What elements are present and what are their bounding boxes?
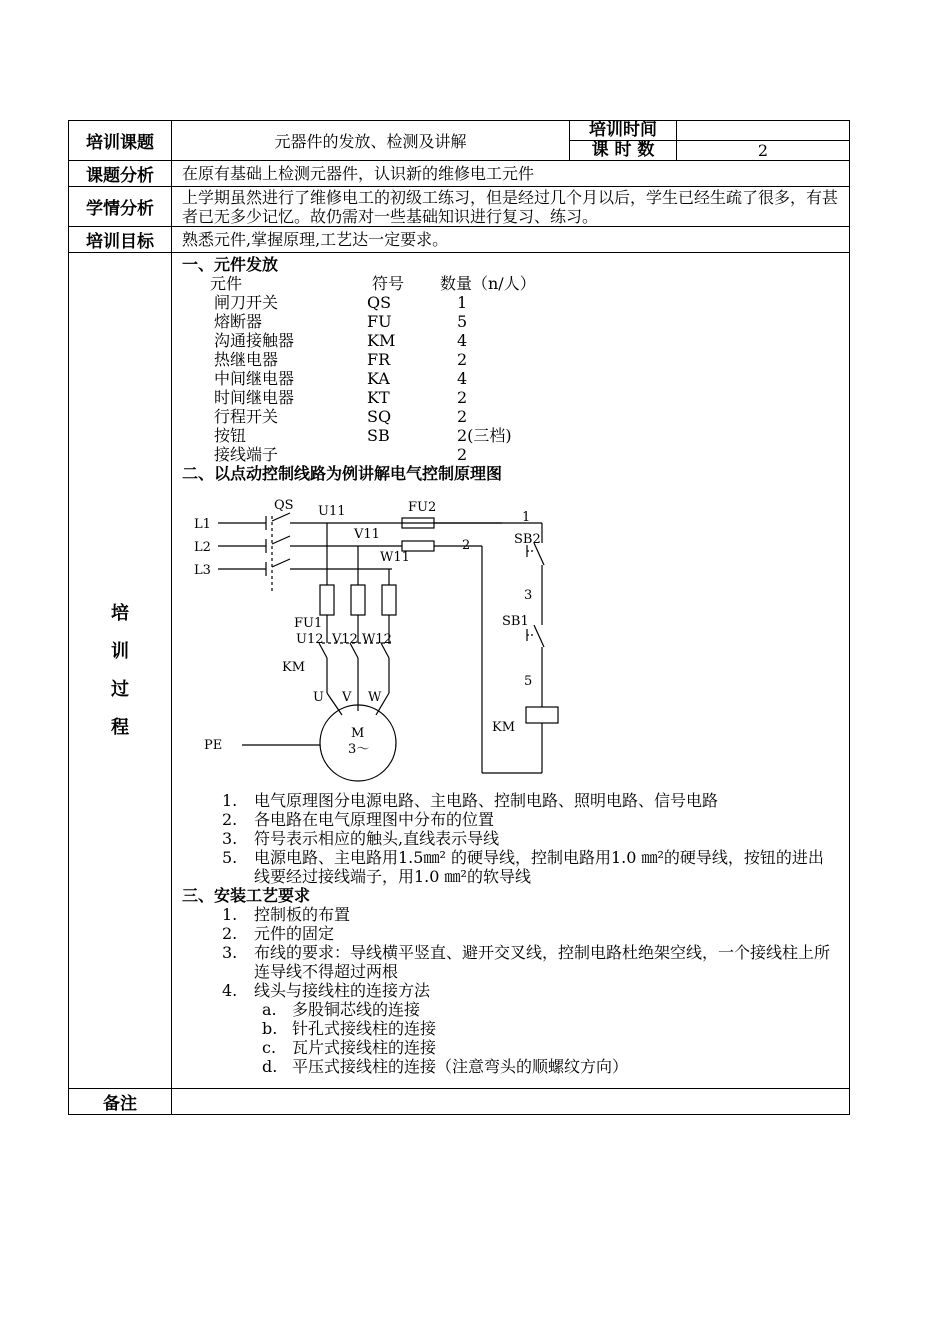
- process-label-char: 训: [111, 640, 129, 662]
- label-node-5: 5: [524, 674, 533, 689]
- section2-title: 二、以点动控制线路为例讲解电气控制原理图: [182, 464, 503, 483]
- label-sb2: SB2: [514, 532, 541, 547]
- list-item: [182, 1000, 849, 1019]
- process-row: [69, 253, 850, 1089]
- component-name: 中间继电器: [214, 369, 295, 388]
- component-symbol: QS: [367, 293, 392, 312]
- list-item-text: 多股铜芯线的连接: [292, 1000, 421, 1019]
- component-name: 闸刀开关: [214, 293, 279, 312]
- process-label-char: 培: [111, 602, 129, 624]
- list-item-number: 2.: [222, 924, 238, 943]
- component-name: 热继电器: [214, 350, 279, 369]
- component-name: 时间继电器: [214, 388, 295, 407]
- component-symbol: SQ: [367, 407, 392, 426]
- label-v: V: [342, 690, 352, 705]
- component-symbol: KA: [367, 369, 390, 388]
- component-symbol: FU: [367, 312, 392, 331]
- analysis-label: 课题分析: [69, 161, 172, 187]
- col-component: 元件: [210, 274, 243, 293]
- goal-row: [69, 227, 850, 253]
- component-row: [182, 293, 849, 312]
- list-item-number: 3.: [222, 829, 238, 848]
- label-fu2: FU2: [408, 500, 437, 515]
- process-label-char: 过: [111, 678, 129, 700]
- list-item: [182, 810, 849, 829]
- component-qty: 4: [457, 331, 468, 350]
- label-w: W: [368, 690, 382, 705]
- component-qty: 2: [457, 388, 468, 407]
- learners-label: 学情分析: [69, 187, 172, 227]
- list-item-number: 1.: [222, 905, 238, 924]
- time-value: [677, 121, 849, 140]
- component-name: 接线端子: [214, 445, 279, 464]
- list-item-text: 针孔式接线柱的连接: [292, 1019, 437, 1038]
- label-motor-phase: 3～: [348, 742, 370, 757]
- component-name: 沟通接触器: [214, 331, 295, 350]
- component-row: [182, 426, 849, 445]
- list-item-number: 2.: [222, 810, 238, 829]
- label-v12: V12: [332, 632, 358, 647]
- label-w11: W11: [380, 550, 410, 565]
- section1-title: 一、元件发放: [182, 255, 279, 274]
- hours-label: 课 时 数: [570, 140, 676, 160]
- component-qty: 2: [457, 350, 468, 369]
- label-node-2: 2: [462, 538, 471, 553]
- learners-row: [69, 187, 850, 227]
- list-item: [182, 1057, 849, 1076]
- label-km-main: KM: [282, 660, 306, 675]
- list-item-text: 符号表示相应的触头,直线表示导线: [254, 829, 500, 848]
- component-qty: 5: [457, 312, 468, 331]
- col-symbol: 符号: [372, 274, 405, 293]
- list-item-text: 布线的要求：导线横平竖直、避开交叉线，控制电路杜绝架空线，一个接线柱上所连导线不得超过两根: [254, 943, 831, 981]
- topic-label: 培训课题: [69, 121, 172, 161]
- goal-text: 熟悉元件,掌握原理,工艺达一定要求。: [172, 227, 850, 253]
- analysis-text: 在原有基础上检测元器件，认识新的维修电工元件: [172, 161, 850, 187]
- lesson-plan: [68, 120, 849, 1115]
- list-item: [182, 829, 849, 848]
- list-item: [182, 905, 849, 924]
- component-row: [182, 350, 849, 369]
- col-quantity: 数量（n/人）: [440, 274, 536, 293]
- list-item-text: 线头与接线柱的连接方法: [254, 981, 431, 1000]
- process-label-char: 程: [111, 716, 129, 738]
- list-item-text: 电源电路、主电路用1.5㎜² 的硬导线，控制电路用1.0 ㎜²的硬导线，按钮的进出线要经过接线端子，用1.0 ㎜²的软导线: [254, 848, 824, 886]
- control-circuit-diagram: [182, 483, 582, 793]
- label-node-3: 3: [524, 588, 533, 603]
- list-item-text: 平压式接线柱的连接（注意弯头的顺螺纹方向）: [292, 1057, 629, 1076]
- component-qty: 1: [457, 293, 468, 312]
- label-l2: L2: [194, 540, 211, 555]
- list-item-text: 各电路在电气原理图中分布的位置: [254, 810, 495, 829]
- label-pe: PE: [204, 738, 223, 753]
- list-item-number: 1.: [222, 791, 238, 810]
- label-v11: V11: [354, 527, 380, 542]
- component-row: [182, 369, 849, 388]
- list-item-text: 电气原理图分电源电路、主电路、控制电路、照明电路、信号电路: [254, 791, 719, 810]
- label-motor: M: [351, 726, 365, 741]
- component-qty: 4: [457, 369, 468, 388]
- component-name: 熔断器: [214, 312, 263, 331]
- install-sublist: [182, 1000, 849, 1076]
- component-symbol: SB: [367, 426, 390, 445]
- notes-list: [182, 791, 849, 886]
- label-sb1: SB1: [502, 614, 529, 629]
- learners-text: 上学期虽然进行了维修电工的初级工练习，但是经过几个月以后，学生已经生疏了很多，有甚者已无多少记忆。故仍需对一些基础知识进行复习、练习。: [172, 187, 850, 227]
- analysis-row: [69, 161, 850, 187]
- component-name: 按钮: [214, 426, 247, 445]
- list-item: [182, 981, 849, 1000]
- component-row: [182, 331, 849, 350]
- remarks-label: 备注: [69, 1089, 172, 1115]
- label-u: U: [313, 690, 324, 705]
- remarks-row: [69, 1089, 850, 1115]
- process-content: [172, 253, 850, 1089]
- list-item: [182, 848, 849, 886]
- list-item-text: 瓦片式接线柱的连接: [292, 1038, 437, 1057]
- label-l1: L1: [194, 517, 211, 532]
- component-name: 行程开关: [214, 407, 279, 426]
- label-l3: L3: [194, 563, 211, 578]
- component-qty: 2(三档): [457, 426, 512, 445]
- component-row: [182, 407, 849, 426]
- component-qty: 2: [457, 407, 468, 426]
- component-columns: [182, 274, 849, 293]
- section3-title: 三、安装工艺要求: [182, 886, 311, 905]
- list-item: [182, 1019, 849, 1038]
- list-item-number: b.: [262, 1019, 278, 1038]
- component-list: [182, 293, 849, 464]
- list-item-number: 5.: [222, 848, 238, 867]
- lesson-plan-table: [68, 120, 850, 1115]
- time-label: 培训时间: [589, 120, 657, 140]
- process-label: [69, 253, 172, 1089]
- component-symbol: [334, 445, 417, 464]
- label-fu1: FU1: [294, 616, 323, 631]
- list-item-number: 3.: [222, 943, 238, 962]
- list-item: [182, 924, 849, 943]
- topic-value: 元器件的发放、检测及讲解: [172, 121, 570, 161]
- label-node-1: 1: [522, 510, 531, 525]
- remarks-text: [172, 1089, 850, 1115]
- list-item: [182, 1038, 849, 1057]
- list-item: [182, 791, 849, 810]
- component-row: [182, 312, 849, 331]
- install-list: [182, 905, 849, 1000]
- list-item-number: c.: [262, 1038, 277, 1057]
- list-item-number: 4.: [222, 981, 238, 1000]
- list-item: [182, 943, 849, 981]
- label-u12: U12: [296, 632, 324, 647]
- component-row: [182, 445, 849, 464]
- list-item-number: d.: [262, 1057, 278, 1076]
- goal-label: 培训目标: [69, 227, 172, 253]
- label-u11: U11: [318, 504, 346, 519]
- label-qs: QS: [274, 498, 294, 513]
- component-symbol: KM: [367, 331, 396, 350]
- hours-value: 2: [677, 140, 849, 160]
- component-symbol: FR: [367, 350, 391, 369]
- list-item-text: 元件的固定: [254, 924, 335, 943]
- list-item-text: 控制板的布置: [254, 905, 351, 924]
- topic-row: [69, 121, 850, 161]
- label-km-coil: KM: [492, 720, 516, 735]
- component-qty: 2: [457, 445, 468, 464]
- component-row: [182, 388, 849, 407]
- component-symbol: KT: [367, 388, 390, 407]
- label-w12: W12: [362, 632, 392, 647]
- list-item-number: a.: [262, 1000, 277, 1019]
